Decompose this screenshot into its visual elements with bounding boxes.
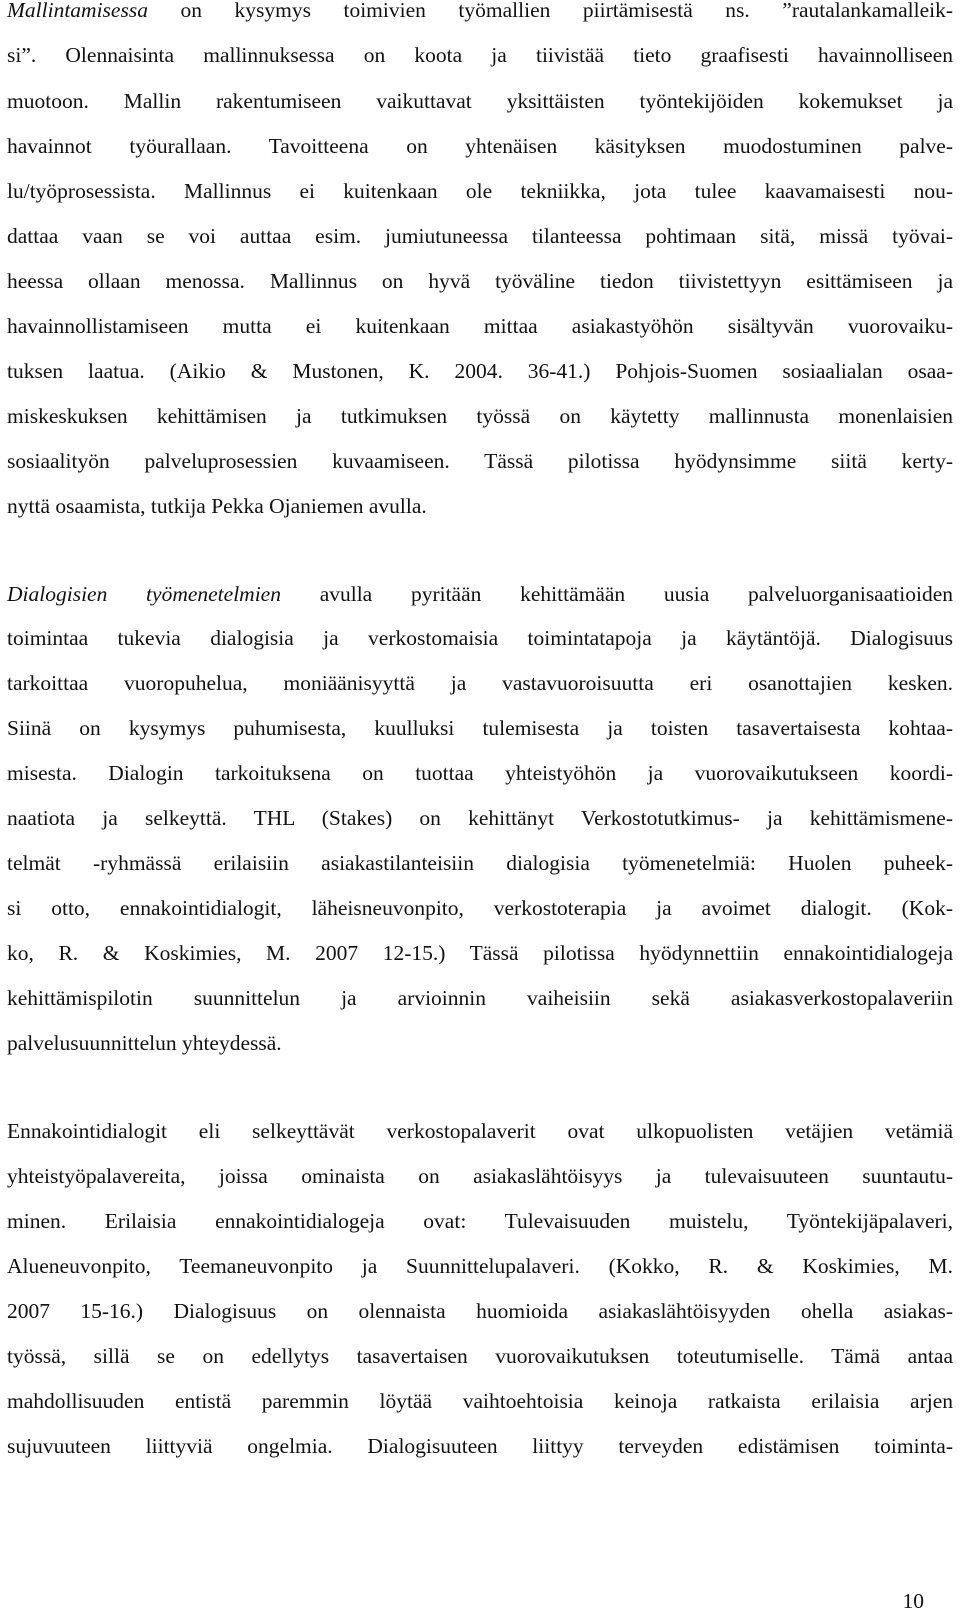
paragraph-line: si otto, ennakointidialogit, läheisneuvonpito, verkostoterapia ja avoimet dialogit. (Kok- <box>7 896 953 920</box>
paragraph-line: miskeskuksen kehittämisen ja tutkimuksen työssä on käytetty mallinnusta monenlaisien <box>7 404 953 428</box>
paragraph-line: misesta. Dialogin tarkoituksena on tuottaa yhteistyöhön ja vuorovaikutukseen koordi- <box>7 761 953 785</box>
page-number: 10 <box>902 1589 924 1613</box>
paragraph-line: tarkoittaa vuoropuhelua, moniäänisyyttä ja vastavuoroisuutta eri osanottajien kesken. <box>7 671 953 695</box>
paragraph-line: ko, R. & Koskimies, M. 2007 12-15.) Tässä pilotissa hyödynnettiin ennakointidialogeja <box>7 941 953 965</box>
paragraph-line: dattaa vaan se voi auttaa esim. jumiutuneessa tilanteessa pohtimaan sitä, missä työvai- <box>7 224 953 248</box>
paragraph-line: Ennakointidialogit eli selkeyttävät verkostopalaverit ovat ulkopuolisten vetäjien vetämiä <box>7 1119 953 1143</box>
paragraph-line: Siinä on kysymys puhumisesta, kuulluksi tulemisesta ja toisten tasavertaisesta kohtaa- <box>7 716 953 740</box>
paragraph-line: Alueneuvonpito, Teemaneuvonpito ja Suunnittelupalaveri. (Kokko, R. & Koskimies, M. <box>7 1254 953 1278</box>
paragraph-line: sujuvuuteen liittyviä ongelmia. Dialogisuuteen liittyy terveyden edistämisen toiminta- <box>7 1434 953 1458</box>
paragraph-line: nyttä osaamista, tutkija Pekka Ojaniemen avulla. <box>7 494 427 518</box>
paragraph-line: heessa ollaan menossa. Mallinnus on hyvä työväline tiedon tiivistettyyn esittämiseen ja <box>7 269 953 293</box>
paragraph-line: sosiaalityön palveluprosessien kuvaamiseen. Tässä pilotissa hyödynsimme siitä kerty- <box>7 449 953 473</box>
paragraph-line: yhteistyöpalavereita, joissa ominaista on asiakaslähtöisyys ja tulevaisuuteen suuntautu- <box>7 1164 953 1188</box>
paragraph-line: minen. Erilaisia ennakointidialogeja ovat: Tulevaisuuden muistelu, Työntekijäpalaveri, <box>7 1209 953 1233</box>
paragraph-line: 2007 15-16.) Dialogisuus on olennaista huomioida asiakaslähtöisyyden ohella asiakas- <box>7 1299 953 1323</box>
paragraph-line: kehittämispilotin suunnittelun ja arvioinnin vaiheisiin sekä asiakasverkostopalaveriin <box>7 986 953 1010</box>
paragraph-line: muotoon. Mallin rakentumiseen vaikuttavat yksittäisten työntekijöiden kokemukset ja <box>7 89 953 113</box>
paragraph-line: työssä, sillä se on edellytys tasavertaisen vuorovaikutuksen toteutumiselle. Tämä antaa <box>7 1344 953 1368</box>
paragraph-line: palvelusuunnittelun yhteydessä. <box>7 1031 282 1055</box>
paragraph-line: tuksen laatua. (Aikio & Mustonen, K. 2004. 36-41.) Pohjois-Suomen sosiaalialan osaa- <box>7 359 953 383</box>
paragraph-line: Dialogisien työmenetelmien avulla pyritään kehittämään uusia palveluorganisaatioiden <box>7 582 953 606</box>
paragraph-line: telmät -ryhmässä erilaisiin asiakastilanteisiin dialogisia työmenetelmiä: Huolen puheek- <box>7 851 953 875</box>
italic-term: Dialogisien työmenetelmien <box>7 582 281 606</box>
italic-term: Mallintamisessa <box>7 0 148 22</box>
paragraph-line: havainnollistamiseen mutta ei kuitenkaan mittaa asiakastyöhön sisältyvän vuorovaiku- <box>7 314 953 338</box>
paragraph-line: Mallintamisessa on kysymys toimivien työmallien piirtämisestä ns. ”rautalankamalleik- <box>7 0 953 22</box>
paragraph-line: lu/työprosessista. Mallinnus ei kuitenkaan ole tekniikka, jota tulee kaavamaisesti nou- <box>7 179 953 203</box>
paragraph-line: havainnot työurallaan. Tavoitteena on yhtenäisen käsityksen muodostuminen palve- <box>7 134 953 158</box>
paragraph-line: si”. Olennaisinta mallinnuksessa on koota ja tiivistää tieto graafisesti havainnolliseen <box>7 43 953 67</box>
paragraph-line: naatiota ja selkeyttä. THL (Stakes) on kehittänyt Verkostotutkimus- ja kehittämismene- <box>7 806 953 830</box>
paragraph-line: mahdollisuuden entistä paremmin löytää vaihtoehtoisia keinoja ratkaista erilaisia arjen <box>7 1389 953 1413</box>
paragraph-line: toimintaa tukevia dialogisia ja verkostomaisia toimintatapoja ja käytäntöjä. Dialogisuus <box>7 626 953 650</box>
